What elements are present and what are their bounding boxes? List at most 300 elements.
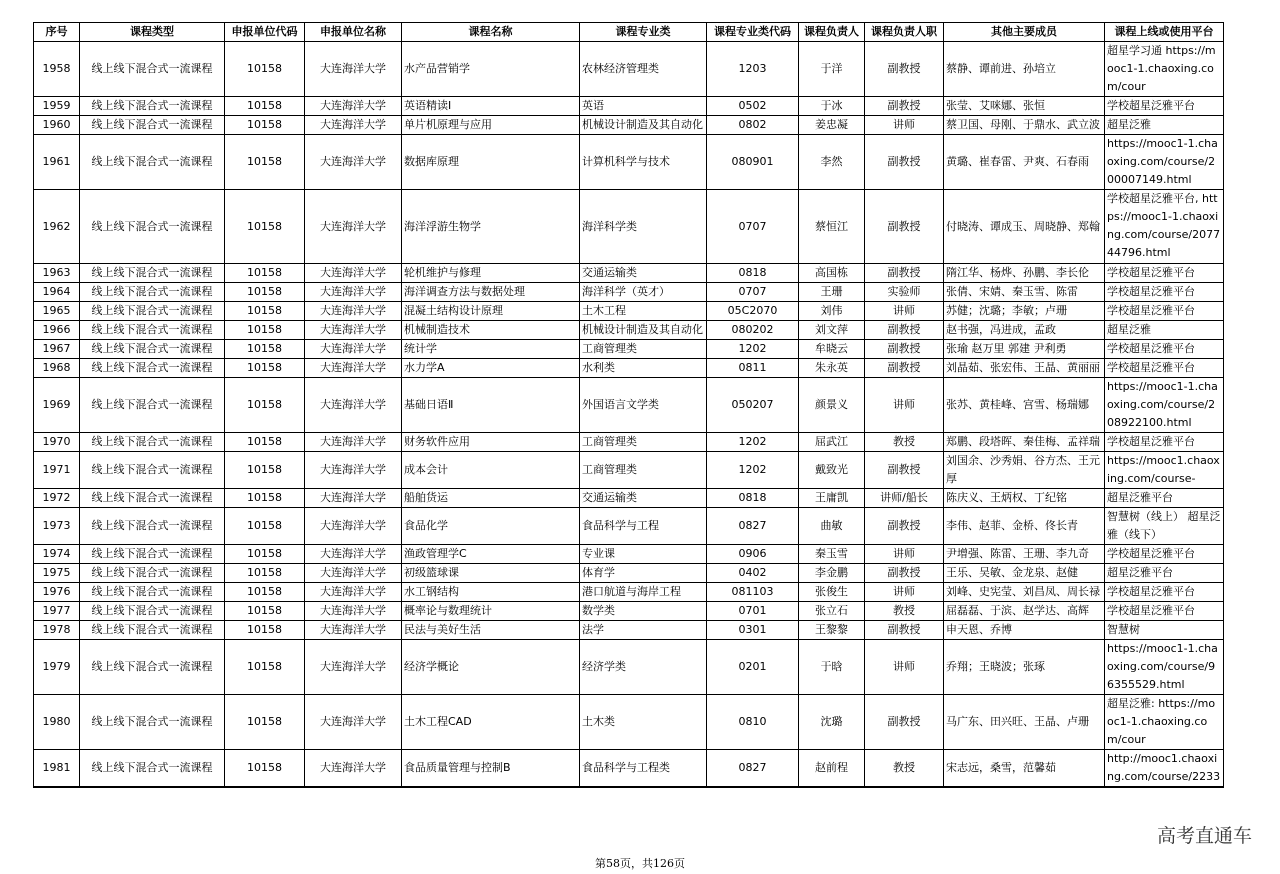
cell-major-code: 0811	[707, 359, 799, 378]
cell-members: 刘峰、史宪莹、刘昌凤、周长禄	[944, 583, 1105, 602]
cell-lead-title: 教授	[865, 750, 944, 788]
cell-seq: 1961	[34, 135, 80, 190]
cell-course-name: 混凝土结构设计原理	[402, 302, 580, 321]
cell-course-name: 初级篮球课	[402, 564, 580, 583]
cell-type: 线上线下混合式一流课程	[80, 489, 225, 508]
cell-platform: https://mooc1-1.chaoxing.com/course/96355529.html	[1105, 640, 1224, 695]
cell-lead: 于晗	[799, 640, 865, 695]
cell-course-name: 水工钢结构	[402, 583, 580, 602]
cell-unit-code: 10158	[225, 640, 305, 695]
cell-members: 陈庆义、王炳权、丁纪铭	[944, 489, 1105, 508]
cell-unit-name: 大连海洋大学	[305, 621, 402, 640]
cell-seq: 1979	[34, 640, 80, 695]
cell-major: 工商管理类	[580, 433, 707, 452]
cell-major: 经济学类	[580, 640, 707, 695]
cell-lead: 牟晓云	[799, 340, 865, 359]
table-row	[34, 640, 1224, 695]
cell-type: 线上线下混合式一流课程	[80, 452, 225, 489]
cell-lead: 沈璐	[799, 695, 865, 750]
cell-lead: 刘文萍	[799, 321, 865, 340]
header-members: 其他主要成员	[944, 23, 1105, 42]
cell-type: 线上线下混合式一流课程	[80, 302, 225, 321]
cell-major-code: 0802	[707, 116, 799, 135]
cell-unit-code: 10158	[225, 190, 305, 264]
cell-platform: 超星泛雅平台	[1105, 564, 1224, 583]
cell-course-name: 概率论与数理统计	[402, 602, 580, 621]
table-row	[34, 750, 1224, 788]
cell-major: 数学类	[580, 602, 707, 621]
cell-platform: 学校超星泛雅平台	[1105, 340, 1224, 359]
cell-seq: 1973	[34, 508, 80, 545]
cell-members: 赵书强，冯进成，孟政	[944, 321, 1105, 340]
header-platform: 课程上线或使用平台	[1105, 23, 1224, 42]
cell-unit-name: 大连海洋大学	[305, 564, 402, 583]
cell-unit-name: 大连海洋大学	[305, 97, 402, 116]
cell-unit-code: 10158	[225, 264, 305, 283]
cell-members: 申天恩、乔博	[944, 621, 1105, 640]
cell-unit-code: 10158	[225, 378, 305, 433]
cell-type: 线上线下混合式一流课程	[80, 695, 225, 750]
cell-type: 线上线下混合式一流课程	[80, 602, 225, 621]
cell-type: 线上线下混合式一流课程	[80, 283, 225, 302]
table-row	[34, 97, 1224, 116]
cell-major: 交通运输类	[580, 264, 707, 283]
table-row	[34, 42, 1224, 97]
cell-members: 张倩、宋婧、秦玉雪、陈雷	[944, 283, 1105, 302]
cell-type: 线上线下混合式一流课程	[80, 508, 225, 545]
cell-lead: 刘伟	[799, 302, 865, 321]
cell-unit-name: 大连海洋大学	[305, 433, 402, 452]
cell-type: 线上线下混合式一流课程	[80, 583, 225, 602]
table-row	[34, 359, 1224, 378]
cell-unit-code: 10158	[225, 340, 305, 359]
cell-major: 港口航道与海岸工程	[580, 583, 707, 602]
cell-major: 海洋科学（英才）	[580, 283, 707, 302]
cell-platform: 超星泛雅平台	[1105, 489, 1224, 508]
table-row	[34, 378, 1224, 433]
cell-platform: 超星泛雅	[1105, 116, 1224, 135]
cell-course-name: 渔政管理学C	[402, 545, 580, 564]
cell-unit-name: 大连海洋大学	[305, 321, 402, 340]
cell-lead-title: 副教授	[865, 340, 944, 359]
cell-unit-name: 大连海洋大学	[305, 583, 402, 602]
cell-members: 王乐、吴敏、金龙泉、赵健	[944, 564, 1105, 583]
cell-unit-name: 大连海洋大学	[305, 264, 402, 283]
cell-major-code: 080202	[707, 321, 799, 340]
cell-unit-code: 10158	[225, 42, 305, 97]
cell-lead-title: 教授	[865, 602, 944, 621]
cell-lead-title: 副教授	[865, 190, 944, 264]
cell-unit-name: 大连海洋大学	[305, 545, 402, 564]
cell-members: 刘国余、沙秀娟、谷方杰、王元厚	[944, 452, 1105, 489]
table-row	[34, 264, 1224, 283]
cell-unit-name: 大连海洋大学	[305, 695, 402, 750]
table-row	[34, 340, 1224, 359]
cell-unit-code: 10158	[225, 359, 305, 378]
cell-unit-code: 10158	[225, 321, 305, 340]
cell-members: 马广东、田兴旺、王晶、卢珊	[944, 695, 1105, 750]
cell-platform: 学校超星泛雅平台	[1105, 302, 1224, 321]
cell-major-code: 1202	[707, 452, 799, 489]
cell-type: 线上线下混合式一流课程	[80, 750, 225, 788]
cell-course-name: 食品化学	[402, 508, 580, 545]
table-row	[34, 135, 1224, 190]
cell-course-name: 数据库原理	[402, 135, 580, 190]
cell-major: 土木类	[580, 695, 707, 750]
cell-unit-code: 10158	[225, 489, 305, 508]
cell-major-code: 0402	[707, 564, 799, 583]
cell-major: 食品科学与工程类	[580, 750, 707, 788]
cell-seq: 1960	[34, 116, 80, 135]
cell-members: 黄璐、崔春雷、尹爽、石春雨	[944, 135, 1105, 190]
cell-platform: https://mooc1-1.chaoxing.com/course/200007149.html	[1105, 135, 1224, 190]
table-row	[34, 302, 1224, 321]
cell-type: 线上线下混合式一流课程	[80, 340, 225, 359]
cell-members: 隋江华、杨烨、孙鹏、李长伦	[944, 264, 1105, 283]
cell-type: 线上线下混合式一流课程	[80, 42, 225, 97]
cell-platform: 学校超星泛雅平台	[1105, 264, 1224, 283]
cell-lead: 戴致光	[799, 452, 865, 489]
cell-major-code: 0502	[707, 97, 799, 116]
watermark: 高考直通车	[1156, 825, 1252, 847]
cell-seq: 1958	[34, 42, 80, 97]
table-row	[34, 564, 1224, 583]
cell-members: 屈磊磊、于滨、赵学达、高辉	[944, 602, 1105, 621]
cell-major-code: 0810	[707, 695, 799, 750]
cell-unit-name: 大连海洋大学	[305, 135, 402, 190]
header-major: 课程专业类	[580, 23, 707, 42]
cell-lead: 曲敏	[799, 508, 865, 545]
cell-seq: 1977	[34, 602, 80, 621]
cell-type: 线上线下混合式一流课程	[80, 621, 225, 640]
cell-unit-code: 10158	[225, 508, 305, 545]
cell-members: 刘晶茹、张宏伟、王晶、黄丽丽	[944, 359, 1105, 378]
cell-major: 土木工程	[580, 302, 707, 321]
cell-major-code: 1202	[707, 433, 799, 452]
cell-unit-code: 10158	[225, 621, 305, 640]
cell-unit-name: 大连海洋大学	[305, 602, 402, 621]
cell-members: 蔡卫国、母刚、于鼎水、武立波	[944, 116, 1105, 135]
cell-type: 线上线下混合式一流课程	[80, 433, 225, 452]
cell-seq: 1962	[34, 190, 80, 264]
cell-platform: 学校超星泛雅平台, https://mooc1-1.chaoxing.com/course/207744796.html	[1105, 190, 1224, 264]
cell-unit-name: 大连海洋大学	[305, 283, 402, 302]
table-row	[34, 695, 1224, 750]
cell-seq: 1970	[34, 433, 80, 452]
table-row	[34, 489, 1224, 508]
cell-major-code: 0301	[707, 621, 799, 640]
cell-major-code: 05C2070	[707, 302, 799, 321]
cell-lead-title: 讲师	[865, 640, 944, 695]
cell-major-code: 0701	[707, 602, 799, 621]
cell-lead-title: 副教授	[865, 135, 944, 190]
table-row	[34, 116, 1224, 135]
cell-unit-code: 10158	[225, 564, 305, 583]
cell-platform: 学校超星泛雅平台	[1105, 97, 1224, 116]
header-type: 课程类型	[80, 23, 225, 42]
cell-lead-title: 副教授	[865, 264, 944, 283]
cell-lead: 高国栋	[799, 264, 865, 283]
cell-type: 线上线下混合式一流课程	[80, 378, 225, 433]
cell-lead: 李金鹏	[799, 564, 865, 583]
cell-unit-code: 10158	[225, 750, 305, 788]
cell-unit-code: 10158	[225, 602, 305, 621]
cell-platform: 超星泛雅	[1105, 321, 1224, 340]
cell-seq: 1967	[34, 340, 80, 359]
cell-lead-title: 讲师	[865, 545, 944, 564]
cell-major-code: 0818	[707, 489, 799, 508]
cell-unit-name: 大连海洋大学	[305, 190, 402, 264]
cell-major: 水利类	[580, 359, 707, 378]
cell-unit-code: 10158	[225, 452, 305, 489]
cell-seq: 1974	[34, 545, 80, 564]
cell-major: 外国语言文学类	[580, 378, 707, 433]
header-unit-name: 申报单位名称	[305, 23, 402, 42]
cell-lead-title: 讲师/船长	[865, 489, 944, 508]
cell-lead-title: 副教授	[865, 42, 944, 97]
header-major-code: 课程专业类代码	[707, 23, 799, 42]
cell-unit-code: 10158	[225, 283, 305, 302]
cell-seq: 1978	[34, 621, 80, 640]
cell-lead-title: 实验师	[865, 283, 944, 302]
cell-course-name: 海洋浮游生物学	[402, 190, 580, 264]
cell-platform: https://mooc1-1.chaoxing.com/course/208922100.html	[1105, 378, 1224, 433]
cell-course-name: 财务软件应用	[402, 433, 580, 452]
cell-major-code: 0201	[707, 640, 799, 695]
cell-course-name: 水产品营销学	[402, 42, 580, 97]
cell-unit-name: 大连海洋大学	[305, 750, 402, 788]
cell-lead: 姜忠凝	[799, 116, 865, 135]
cell-type: 线上线下混合式一流课程	[80, 135, 225, 190]
cell-lead: 屈武江	[799, 433, 865, 452]
cell-lead-title: 副教授	[865, 452, 944, 489]
cell-lead-title: 副教授	[865, 564, 944, 583]
cell-members: 李伟、赵菲、金桥、佟长青	[944, 508, 1105, 545]
cell-major: 工商管理类	[580, 340, 707, 359]
table-row	[34, 283, 1224, 302]
cell-major: 交通运输类	[580, 489, 707, 508]
cell-lead-title: 讲师	[865, 378, 944, 433]
cell-major: 机械设计制造及其自动化	[580, 321, 707, 340]
cell-major: 计算机科学与技术	[580, 135, 707, 190]
cell-unit-name: 大连海洋大学	[305, 340, 402, 359]
cell-unit-code: 10158	[225, 97, 305, 116]
cell-major: 英语	[580, 97, 707, 116]
cell-members: 张莹、艾咪娜、张恒	[944, 97, 1105, 116]
cell-lead: 秦玉雪	[799, 545, 865, 564]
cell-platform: 超星学习通 https://mooc1-1.chaoxing.com/cour	[1105, 42, 1224, 97]
cell-members: 尹增强、陈雷、王珊、李九奇	[944, 545, 1105, 564]
cell-seq: 1975	[34, 564, 80, 583]
cell-course-name: 经济学概论	[402, 640, 580, 695]
cell-unit-code: 10158	[225, 545, 305, 564]
cell-unit-name: 大连海洋大学	[305, 452, 402, 489]
cell-course-name: 船舶货运	[402, 489, 580, 508]
cell-major-code: 1202	[707, 340, 799, 359]
cell-platform: 学校超星泛雅平台	[1105, 433, 1224, 452]
cell-lead-title: 讲师	[865, 116, 944, 135]
cell-course-name: 轮机维护与修理	[402, 264, 580, 283]
cell-major-code: 081103	[707, 583, 799, 602]
cell-unit-name: 大连海洋大学	[305, 489, 402, 508]
cell-lead: 于洋	[799, 42, 865, 97]
cell-course-name: 食品质量管理与控制B	[402, 750, 580, 788]
cell-platform: http://mooc1.chaoxing.com/course/2233	[1105, 750, 1224, 788]
header-lead-title: 课程负责人职	[865, 23, 944, 42]
cell-type: 线上线下混合式一流课程	[80, 564, 225, 583]
cell-major-code: 0707	[707, 283, 799, 302]
cell-seq: 1959	[34, 97, 80, 116]
cell-type: 线上线下混合式一流课程	[80, 640, 225, 695]
cell-major-code: 0818	[707, 264, 799, 283]
cell-seq: 1965	[34, 302, 80, 321]
cell-unit-name: 大连海洋大学	[305, 359, 402, 378]
cell-major-code: 0827	[707, 508, 799, 545]
cell-lead: 李然	[799, 135, 865, 190]
cell-lead: 颜景义	[799, 378, 865, 433]
cell-seq: 1980	[34, 695, 80, 750]
cell-major: 工商管理类	[580, 452, 707, 489]
cell-unit-code: 10158	[225, 695, 305, 750]
cell-major: 农林经济管理类	[580, 42, 707, 97]
cell-platform: 智慧树	[1105, 621, 1224, 640]
table-row	[34, 602, 1224, 621]
page-footer: 第58页，共126页	[595, 857, 685, 870]
cell-platform: 学校超星泛雅平台	[1105, 359, 1224, 378]
cell-course-name: 土木工程CAD	[402, 695, 580, 750]
table-row	[34, 190, 1224, 264]
cell-major: 体育学	[580, 564, 707, 583]
cell-seq: 1969	[34, 378, 80, 433]
cell-seq: 1963	[34, 264, 80, 283]
table-row	[34, 545, 1224, 564]
cell-unit-name: 大连海洋大学	[305, 116, 402, 135]
cell-course-name: 成本会计	[402, 452, 580, 489]
table-row	[34, 433, 1224, 452]
cell-major: 法学	[580, 621, 707, 640]
cell-major-code: 080901	[707, 135, 799, 190]
cell-seq: 1966	[34, 321, 80, 340]
cell-lead-title: 讲师	[865, 302, 944, 321]
cell-course-name: 基础日语Ⅱ	[402, 378, 580, 433]
cell-major-code: 0906	[707, 545, 799, 564]
header-course-name: 课程名称	[402, 23, 580, 42]
cell-platform: 学校超星泛雅平台	[1105, 545, 1224, 564]
cell-members: 蔡静、谭前进、孙培立	[944, 42, 1105, 97]
cell-course-name: 水力学A	[402, 359, 580, 378]
cell-course-name: 海洋调查方法与数据处理	[402, 283, 580, 302]
cell-major: 机械设计制造及其自动化	[580, 116, 707, 135]
cell-members: 宋志远，桑雪，范馨茹	[944, 750, 1105, 788]
cell-members: 付晓涛、谭成玉、周晓静、郑翰	[944, 190, 1105, 264]
cell-lead: 王珊	[799, 283, 865, 302]
cell-unit-name: 大连海洋大学	[305, 508, 402, 545]
cell-lead-title: 教授	[865, 433, 944, 452]
cell-lead: 王黎黎	[799, 621, 865, 640]
cell-type: 线上线下混合式一流课程	[80, 190, 225, 264]
cell-type: 线上线下混合式一流课程	[80, 116, 225, 135]
cell-members: 郑鹏、段塔晖、秦佳梅、孟祥瑞	[944, 433, 1105, 452]
cell-members: 苏健；沈璐；李敏；卢珊	[944, 302, 1105, 321]
cell-major-code: 0827	[707, 750, 799, 788]
cell-platform: 学校超星泛雅平台	[1105, 283, 1224, 302]
cell-unit-name: 大连海洋大学	[305, 42, 402, 97]
table-row	[34, 583, 1224, 602]
cell-major: 专业课	[580, 545, 707, 564]
cell-course-name: 民法与美好生活	[402, 621, 580, 640]
cell-platform: 学校超星泛雅平台	[1105, 602, 1224, 621]
cell-major-code: 1203	[707, 42, 799, 97]
cell-unit-name: 大连海洋大学	[305, 640, 402, 695]
course-table	[33, 22, 1224, 788]
header-seq: 序号	[34, 23, 80, 42]
table-row	[34, 321, 1224, 340]
cell-course-name: 英语精读I	[402, 97, 580, 116]
cell-members: 乔翔；王晓波；张琢	[944, 640, 1105, 695]
cell-platform: 超星泛雅: https://mooc1-1.chaoxing.com/cour	[1105, 695, 1224, 750]
cell-unit-name: 大连海洋大学	[305, 378, 402, 433]
cell-type: 线上线下混合式一流课程	[80, 359, 225, 378]
cell-course-name: 统计学	[402, 340, 580, 359]
cell-seq: 1964	[34, 283, 80, 302]
table-row	[34, 621, 1224, 640]
cell-seq: 1972	[34, 489, 80, 508]
table-row	[34, 452, 1224, 489]
cell-major: 食品科学与工程	[580, 508, 707, 545]
cell-lead-title: 讲师	[865, 583, 944, 602]
cell-members: 张瑜 赵万里 郭建 尹利勇	[944, 340, 1105, 359]
cell-unit-code: 10158	[225, 302, 305, 321]
cell-lead-title: 副教授	[865, 621, 944, 640]
cell-unit-code: 10158	[225, 583, 305, 602]
cell-platform: https://mooc1.chaoxing.com/course-	[1105, 452, 1224, 489]
cell-course-name: 单片机原理与应用	[402, 116, 580, 135]
cell-unit-code: 10158	[225, 116, 305, 135]
table-row	[34, 508, 1224, 545]
cell-seq: 1981	[34, 750, 80, 788]
cell-lead-title: 副教授	[865, 321, 944, 340]
cell-lead: 张俊生	[799, 583, 865, 602]
cell-type: 线上线下混合式一流课程	[80, 321, 225, 340]
cell-lead: 蔡恒江	[799, 190, 865, 264]
cell-lead: 于冰	[799, 97, 865, 116]
cell-lead-title: 副教授	[865, 695, 944, 750]
cell-type: 线上线下混合式一流课程	[80, 545, 225, 564]
cell-lead: 朱永英	[799, 359, 865, 378]
cell-members: 张苏、黄桂峰、宫雪、杨瑞娜	[944, 378, 1105, 433]
cell-platform: 学校超星泛雅平台	[1105, 583, 1224, 602]
cell-course-name: 机械制造技术	[402, 321, 580, 340]
cell-lead: 王庸凯	[799, 489, 865, 508]
cell-seq: 1976	[34, 583, 80, 602]
cell-lead-title: 副教授	[865, 97, 944, 116]
cell-type: 线上线下混合式一流课程	[80, 264, 225, 283]
cell-unit-code: 10158	[225, 433, 305, 452]
cell-unit-code: 10158	[225, 135, 305, 190]
cell-major: 海洋科学类	[580, 190, 707, 264]
cell-unit-name: 大连海洋大学	[305, 302, 402, 321]
header-lead: 课程负责人	[799, 23, 865, 42]
cell-platform: 智慧树（线上） 超星泛雅（线下）	[1105, 508, 1224, 545]
cell-major-code: 0707	[707, 190, 799, 264]
header-unit-code: 申报单位代码	[225, 23, 305, 42]
cell-lead: 张立石	[799, 602, 865, 621]
cell-seq: 1971	[34, 452, 80, 489]
cell-type: 线上线下混合式一流课程	[80, 97, 225, 116]
header-row	[34, 23, 1224, 42]
cell-lead-title: 副教授	[865, 359, 944, 378]
cell-lead: 赵前程	[799, 750, 865, 788]
